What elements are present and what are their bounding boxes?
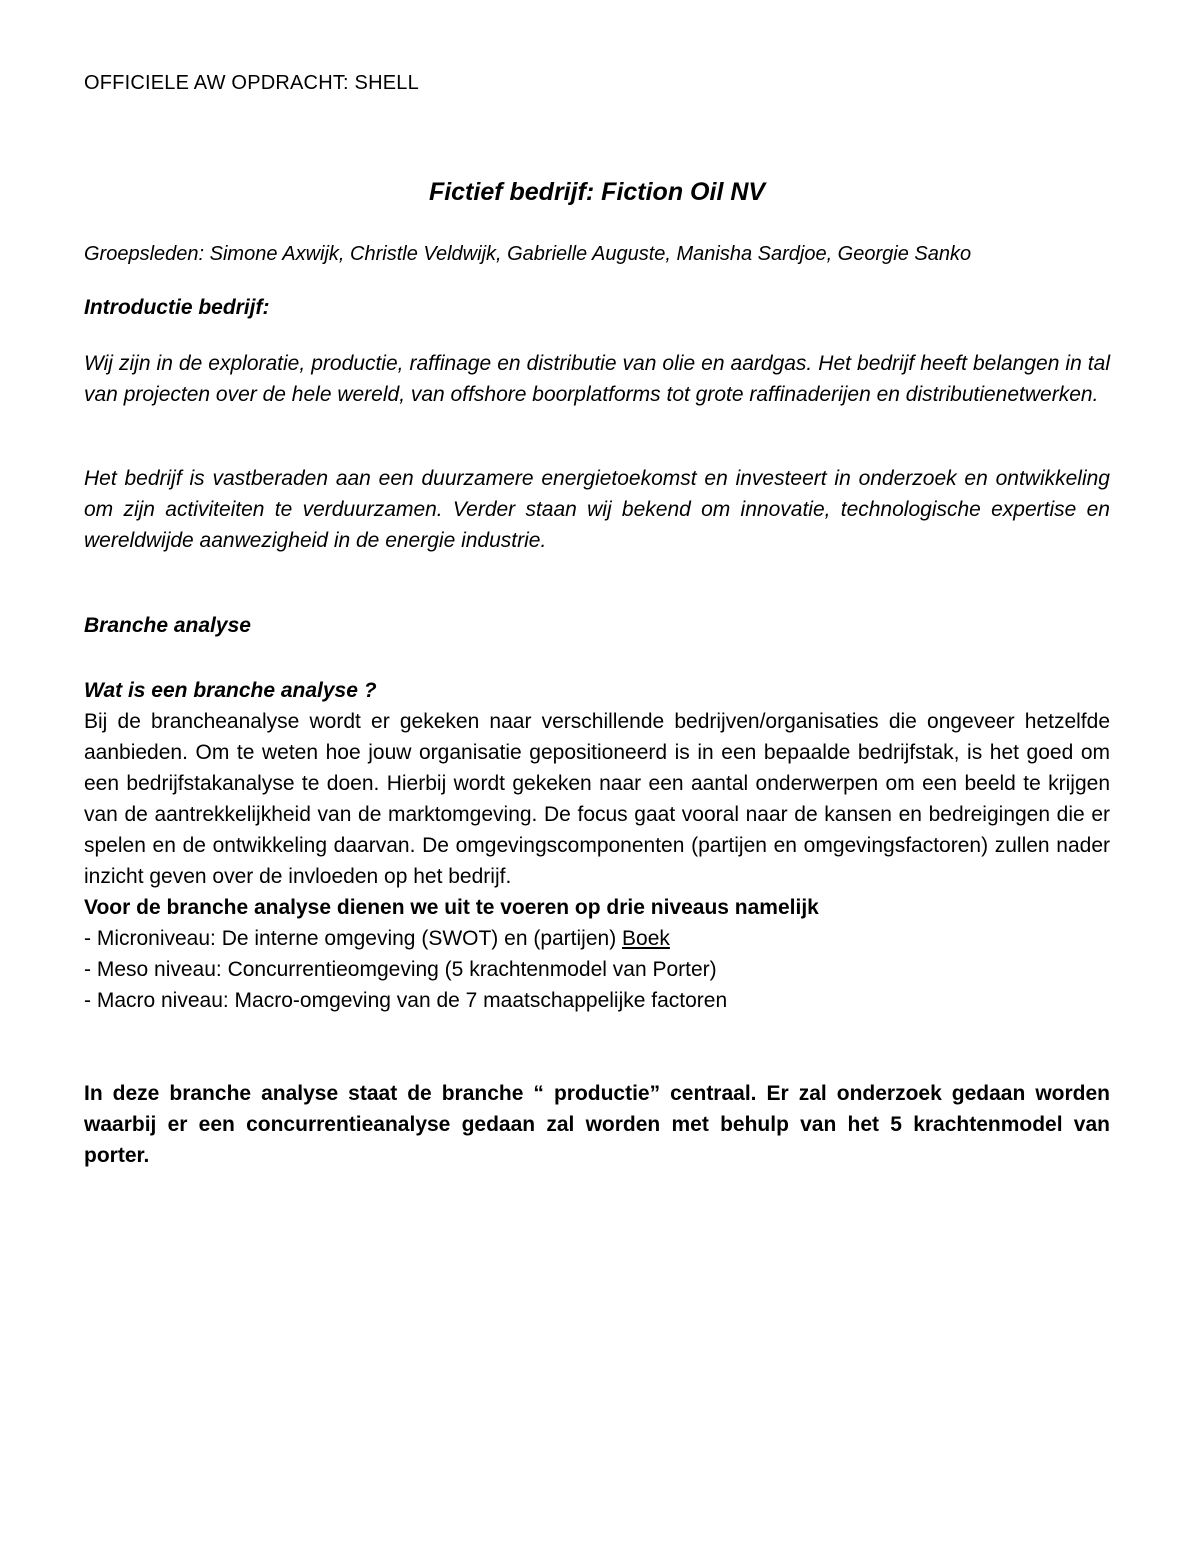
level-item-meso: - Meso niveau: Concurrentieomgeving (5 krachtenmodel van Porter): [84, 958, 717, 981]
group-members: Groepsleden: Simone Axwijk, Christle Veldwijk, Gabrielle Auguste, Manisha Sardjoe, Georgie Sanko: [84, 243, 972, 265]
level-item-macro: - Macro niveau: Macro-omgeving van de 7 maatschappelijke factoren: [84, 989, 728, 1012]
what-is-heading: Wat is een branche analyse ?: [84, 679, 377, 702]
document-header: OFFICIELE AW OPDRACHT: SHELL: [84, 72, 419, 94]
intro-paragraph-1: Wij zijn in de exploratie, productie, raffinage en distributie van olie en aardgas. Het bedrijf heeft belangen in tal van projecten over de hele wereld, van offshore boorplatforms tot grote raffinaderijen en distributienetwerken.: [84, 352, 1110, 406]
what-is-paragraph: Bij de brancheanalyse wordt er gekeken naar verschillende bedrijven/organisaties die ongeveer hetzelfde aanbieden. Om te weten hoe jouw organisatie gepositioneerd is in een bepaalde bedrijfstak, is het goed om een bedrijfstakanalyse te doen. Hierbij wordt gekeken naar een aantal onderwerpen om een beeld te krijgen van de aantrekkelijkheid van de marktomgeving. De focus gaat vooral naar de kansen en bedreigingen die er spelen en de ontwikkeling daarvan. De omgevingscomponenten (partijen en omgevingsfactoren) zullen nader inzicht geven over de invloeden op het bedrijf.: [84, 710, 1110, 888]
intro-heading: Introductie bedrijf:: [84, 296, 270, 319]
boek-link[interactable]: Boek: [622, 927, 670, 950]
what-is-section: [84, 675, 1110, 1016]
intro-paragraph-2: Het bedrijf is vastberaden aan een duurzamere energietoekomst en investeert in onderzoek en ontwikkeling om zijn activiteiten te verduurzamen. Verder staan wij bekend om innovatie, technologische expertise en wereldwijde aanwezigheid in de energie industrie.: [84, 467, 1110, 552]
conclusion-paragraph: In deze branche analyse staat de branche “ productie” centraal. Er zal onderzoek gedaan worden waarbij er een concurrentieanalyse gedaan zal worden met behulp van het 5 krachtenmodel van porter.: [84, 1082, 1110, 1167]
level-item-text: - Microniveau: De interne omgeving (SWOT) en (partijen): [84, 927, 623, 950]
levels-heading: Voor de branche analyse dienen we uit te voeren op drie niveaus namelijk: [84, 896, 819, 919]
branche-heading: Branche analyse: [84, 614, 251, 637]
level-item-micro: [84, 923, 1110, 954]
document-title: Fictief bedrijf: Fiction Oil NV: [428, 178, 766, 206]
